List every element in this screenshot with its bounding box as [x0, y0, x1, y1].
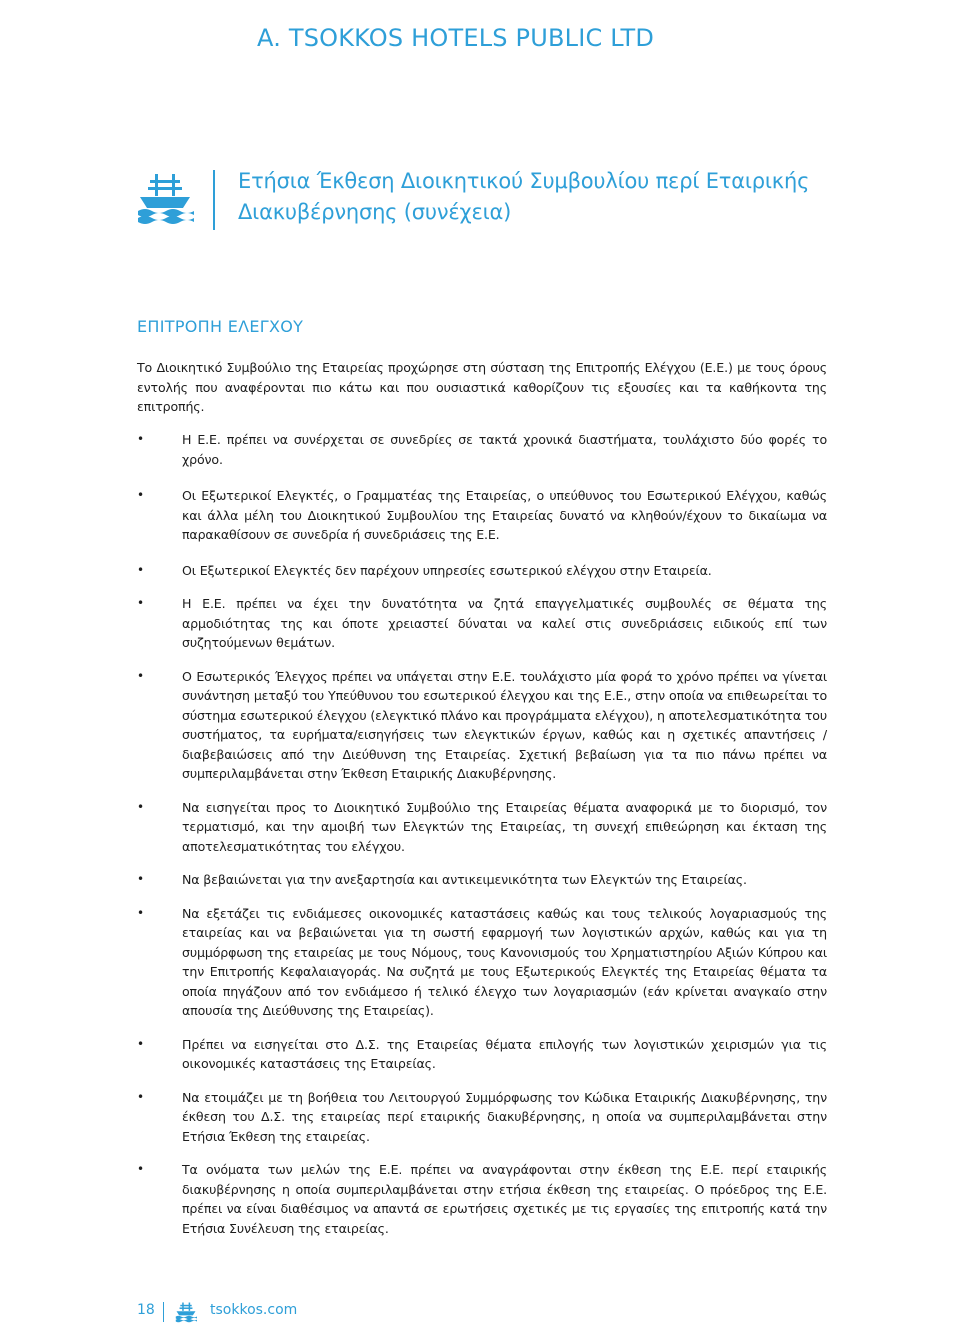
list-item — [137, 798, 827, 857]
list-item — [137, 1035, 827, 1074]
page-number: 18 — [137, 1302, 155, 1318]
list-item-text: Η Ε.Ε. πρέπει να συνέρχεται σε συνεδρίες σε τακτά χρονικά διαστήματα, τουλάχιστο δύο φορές το χρόνο. — [182, 432, 827, 467]
list-item — [137, 870, 827, 890]
ship-logo-icon — [136, 170, 194, 228]
bullet-marker: • — [137, 799, 144, 814]
list-item-text: Να ετοιμάζει με τη βοήθεια του Λειτουργού Συμμόρφωσης τον Κώδικα Εταιρικής Διακυβέρνησης, την έκθεση του Δ.Σ. της εταιρείας περί εταιρικής διακυβέρνησης, η οποία να συμπεριλαμβάνεται στην Ετήσια Έκθεση της εταιρείας. — [182, 1089, 827, 1144]
bullet-marker: • — [137, 1036, 144, 1051]
list-item-text: Οι Εξωτερικοί Ελεγκτές δεν παρέχουν υπηρεσίες εσωτερικού ελέγχου στην Εταιρεία. — [182, 562, 712, 578]
list-item-text: Πρέπει να εισηγείται στο Δ.Σ. της Εταιρείας θέματα επιλογής των λογιστικών χειρισμών για τις οικονομικές καταστάσεις της Εταιρείας. — [182, 1036, 827, 1071]
list-item — [137, 594, 827, 653]
list-item-text: Η Ε.Ε. πρέπει να έχει την δυνατότητα να ζητά επαγγελματικές συμβουλές σε θέματα της αρμοδιότητας της και όποτε χρειαστεί δύναται να καλεί στις συνεδριάσεις ειδικούς επί των συζητούμενων θεμάτων. — [182, 596, 827, 650]
bullet-marker: • — [137, 872, 144, 886]
list-item — [137, 1088, 827, 1147]
report-title: Ετήσια Έκθεση Διοικητικού Συμβουλίου περί Εταιρικής Διακυβέρνησης (συνέχεια) — [238, 169, 810, 224]
bullet-marker: • — [137, 905, 144, 920]
intro-paragraph: Το Διοικητικό Συμβούλιο της Εταιρείας προχώρησε στη σύσταση της Επιτροπής Ελέγχου (Ε.Ε.) με τους όρους εντολής που αναφέρονται πιο κάτω και που ουσιαστικά καθορίζουν τις εξουσίες και τα καθήκοντα της επιτροπής. — [137, 360, 827, 414]
bullet-marker: • — [137, 562, 144, 577]
footer-divider — [163, 1302, 164, 1322]
bullet-marker: • — [137, 668, 144, 683]
bullet-marker: • — [137, 1162, 144, 1176]
list-item — [137, 430, 827, 469]
list-item-text: Να εισηγείται προς το Διοικητικό Συμβούλιο της Εταιρείας θέματα αναφορικά με το διορισμό, τον τερματισμό, και την αμοιβή των Ελεγκτών της Εταιρείας, τη συνεχή επιθεώρηση και έκταση της αποτελεσματικότητας του ελέγχου. — [182, 799, 827, 854]
bullet-marker: • — [137, 432, 144, 446]
terms-list — [137, 430, 827, 1238]
header-divider — [213, 170, 215, 230]
list-item — [137, 561, 827, 581]
list-item — [137, 1160, 827, 1238]
list-item-text: Τα ονόματα των μελών της Ε.Ε. πρέπει να αναγράφονται στην έκθεση της Ε.Ε. περί εταιρικής διακυβέρνησης η οποία συμπεριλαμβάνεται στην ετήσια έκθεση της εταιρείας. Ο πρόεδρος της Ε.Ε. πρέπει να είναι διαθέσιμος να απαντά σε ερωτήσεις σχετικές με τις εργασίες της επιτροπής κατά την Ετήσια Συνέλευση της εταιρείας. — [182, 1162, 827, 1236]
bullet-marker: • — [137, 596, 144, 610]
list-item-text: Να βεβαιώνεται για την ανεξαρτησία και αντικειμενικότητα των Ελεγκτών της Εταιρείας. — [182, 872, 747, 887]
list-item — [137, 486, 827, 545]
bullet-marker: • — [137, 488, 144, 502]
list-item-text: Να εξετάζει τις ενδιάμεσες οικονομικές καταστάσεις καθώς και τους τελικούς λογαριασμούς της εταιρείας και να βεβαιώνεται για τη σωστή εφαρμογή των λογιστικών αρχών, καθώς και για τη συμμόρφωση της εταιρείας με τους Νόμους, τους Κανονισμούς του Χρηματιστηρίου Αξιών Κύπρου και την Επιτροπής Κεφαλαιαγοράς. Να συζητά με τους Εξωτερικούς Ελεγκτές της Εταιρείας θέματα τα οποία πηγάζουν από τον ενδιάμεσο ή τελικό έλεγχο των λογαριασμών (εάν κρίνεται αναγκαίο στην απουσία της Διεύθυνσης της Εταιρείας). — [182, 905, 827, 1018]
list-item — [137, 904, 827, 1021]
section-heading: ΕΠΙΤΡΟΠΗ ΕΛΕΓΧΟΥ — [137, 317, 304, 336]
list-item-text: Ο Εσωτερικός Έλεγχος πρέπει να υπάγεται στην Ε.Ε. τουλάχιστο μία φορά το χρόνο πρέπει να γίνεται συνάντηση μεταξύ του Υπεύθυνου του εσωτερικού έλεγχου και της Ε.Ε., στην οποία να επιθεωρείται το σύστημα εσωτερικού έλεγχου (ελεγκτικό πλάνο και προγράμματα ελέγχου), η αποτελεσματικότητα του συστήματος, τα ευρήματα/εισηγήσεις των ελεγκτικών έργων, καθώς και η σχετικές απαντήσεις / διαβεβαιώσεις από την Διεύθυνση της Εταιρείας. Σχετική βεβαίωση για τα πιο πάνω πρέπει να συμπεριλαμβάνεται στην Έκθεση Εταιρικής Διακυβέρνησης. — [182, 668, 827, 781]
website-link[interactable]: tsokkos.com — [210, 1302, 298, 1318]
list-item — [137, 667, 827, 784]
company-name: A. TSOKKOS HOTELS PUBLIC LTD — [257, 24, 655, 52]
bullet-marker: • — [137, 1089, 144, 1104]
ship-logo-icon — [175, 1301, 197, 1323]
list-item-text: Οι Εξωτερικοί Ελεγκτές, ο Γραμματέας της Εταιρείας, ο υπεύθυνος του Εσωτερικού Ελέγχου, καθώς και άλλα μέλη του Διοικητικού Συμβουλίου της Εταιρείας δυνατό να κληθούν/έχουν το δικαίωμα να παρακαθίσουν σε συνεδρία ή συνεδριάσεις της Ε.Ε. — [182, 488, 827, 542]
